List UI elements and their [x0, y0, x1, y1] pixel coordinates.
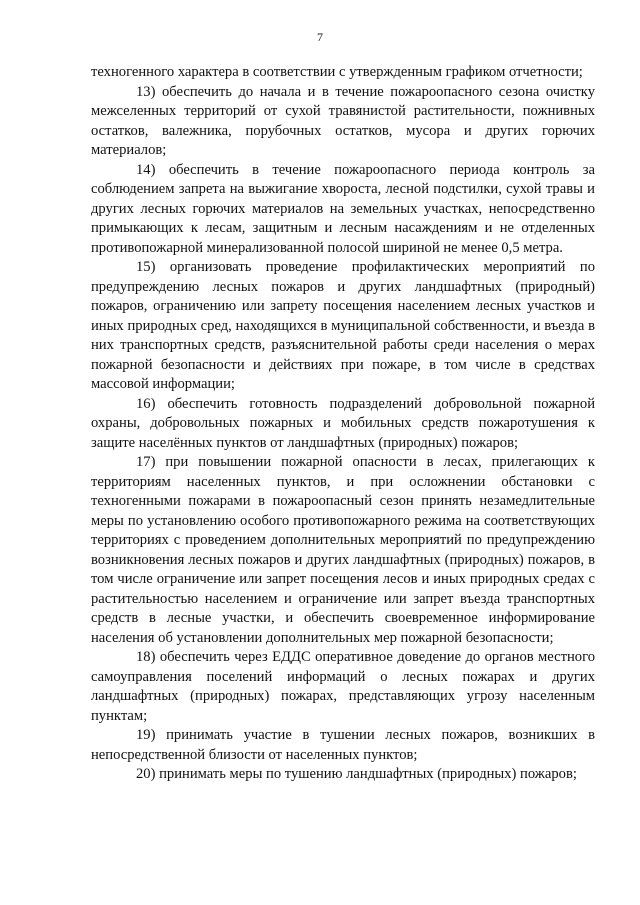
- paragraph-item-18: 18) обеспечить через ЕДДС оперативное доведение до органов местного самоуправления поселений информаций о лесных пожарах и других ландшафтных (природных) пожарах, представляющих угрозу населенным пунктам;: [91, 649, 595, 724]
- paragraph-item-20: 20) принимать меры по тушению ландшафтных (природных) пожаров;: [136, 766, 577, 782]
- page-number: 7: [317, 30, 323, 44]
- document-body: [91, 63, 595, 785]
- paragraph-continuation: техногенного характера в соответствии с утвержденным графиком отчетности;: [91, 64, 583, 80]
- paragraph-item-14: 14) обеспечить в течение пожароопасного периода контроль за соблюдением запрета на выжигание хвороста, лесной подстилки, сухой травы и других лесных горючих материалов на земельных участках, непосредственно примыкающих к лесам, защитным и лесным насаждениям и не отделенных противопожарной минерализованной полосой шириной не менее 0,5 метра.: [91, 161, 595, 256]
- paragraph-item-16: 16) обеспечить готовность подразделений добровольной пожарной охраны, добровольных пожарных и мобильных средств пожаротушения к защите населённых пунктов от ландшафтных (природных) пожаров;: [91, 395, 595, 451]
- paragraph-item-15: 15) организовать проведение профилактических мероприятий по предупреждению лесных пожаров и других ландшафтных (природный) пожаров, ограничению или запрету посещения населением лесных участков и иных природных сред, находящихся в муниципальной собственности, и въезда в них транспортных средств, разъяснительной работы среди населения о мерах пожарной безопасности и действиях при пожаре, в том числе в средствах массовой информации;: [91, 259, 595, 392]
- paragraph-item-13: 13) обеспечить до начала и в течение пожароопасного сезона очистку межселенных территорий от сухой травянистой растительности, пожнивных остатков, валежника, порубочных остатков, мусора и других горючих материалов;: [91, 83, 595, 158]
- paragraph-item-17: 17) при повышении пожарной опасности в лесах, прилегающих к территориям населенных пунктов, и при осложнении обстановки с техногенными пожарами в пожароопасный сезон принять незамедлительные меры по установлению особого противопожарного режима на соответствующих территориях с проведением дополнительных мероприятий по предупреждению возникновения лесных пожаров и других ландшафтных (природных) пожаров, в том числе ограничение или запрет посещения лесов и иных природных средах с растительностью населением и ограничение или запрет въезда транспортных средств в лесные участки, и обеспечить своевременное информирование населения об установлении дополнительных мер пожарной безопасности;: [91, 454, 595, 646]
- paragraph-item-19: 19) принимать участие в тушении лесных пожаров, возникших в непосредственной близости от населенных пунктов;: [91, 727, 595, 763]
